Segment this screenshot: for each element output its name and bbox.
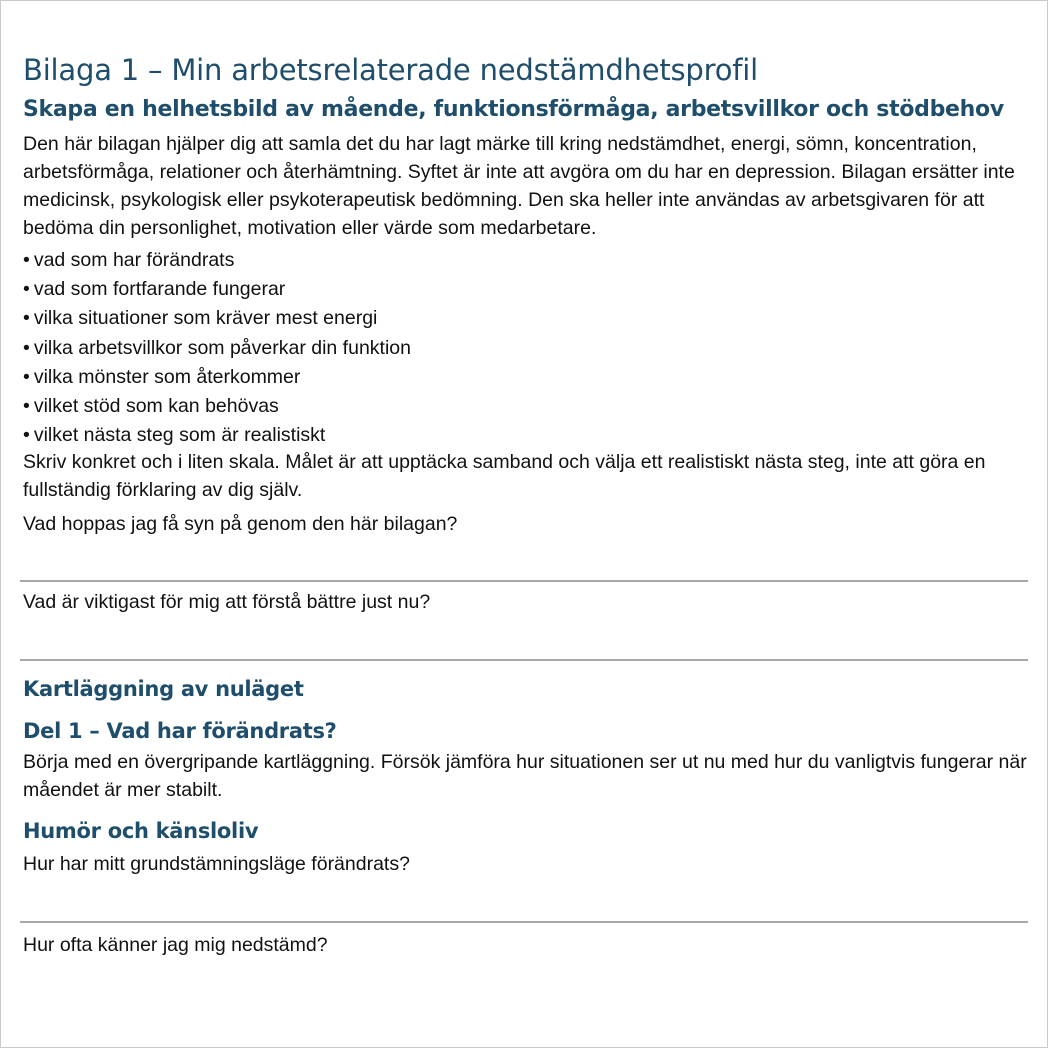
list-item: • vad som har förändrats [23,246,1028,275]
instruction-paragraph: Skriv konkret och i liten skala. Målet är att upptäcka samband och välja ett realistiskt nästa steg, inte att göra en fullständig förklaring av dig själv. [23,451,986,502]
subsection-heading: Humör och känsloliv [23,819,259,844]
answer-line-2 [20,659,1028,661]
list-item: • vad som fortfarande fungerar [23,275,1028,304]
answer-line-3 [20,921,1028,923]
part-intro-paragraph: Börja med en övergripande kartläggning. Försök jämföra hur situationen ser ut nu med hur du vanligtvis fungerar när måendet är mer stabilt. [23,751,1027,802]
document-subtitle: Skapa en helhetsbild av mående, funktionsförmåga, arbetsvillkor och stödbehov [23,97,1004,122]
answer-space-2[interactable] [23,616,1028,659]
document-title: Bilaga 1 – Min arbetsrelaterade nedstämdhetsprofil [23,53,758,87]
question-4: Hur ofta känner jag mig nedstämd? [23,934,328,957]
list-item: • vilka arbetsvillkor som påverkar din funktion [23,334,1028,363]
question-2: Vad är viktigast för mig att förstå bättre just nu? [23,591,431,614]
answer-space-1[interactable] [23,538,1028,580]
intro-paragraph: Den här bilagan hjälper dig att samla det du har lagt märke till kring nedstämdhet, energi, sömn, koncentration, arbetsförmåga, relationer och återhämtning. Syftet är inte att avgöra om du har en depression. Bilagan ersätter inte medicinsk, psykologisk eller psykoterapeutisk bedömning. Den ska heller inte användas av arbetsgivaren för att bedöma din personlighet, motivation eller värde som medarbetare. [23,133,1015,239]
question-1: Vad hoppas jag få syn på genom den här bilagan? [23,513,458,536]
section-heading: Kartläggning av nuläget [23,677,304,702]
question-3: Hur har mitt grundstämningsläge förändrats? [23,853,410,876]
document-body [23,50,1028,959]
answer-space-3[interactable] [23,878,1028,921]
bullet-list [23,246,1028,450]
list-item: • vilka mönster som återkommer [23,363,1028,392]
part-heading: Del 1 – Vad har förändrats? [23,719,337,744]
answer-line-1 [20,580,1028,582]
list-item: • vilka situationer som kräver mest energi [23,304,1028,333]
list-item: • vilket nästa steg som är realistiskt [23,421,1028,450]
list-item: • vilket stöd som kan behövas [23,392,1028,421]
